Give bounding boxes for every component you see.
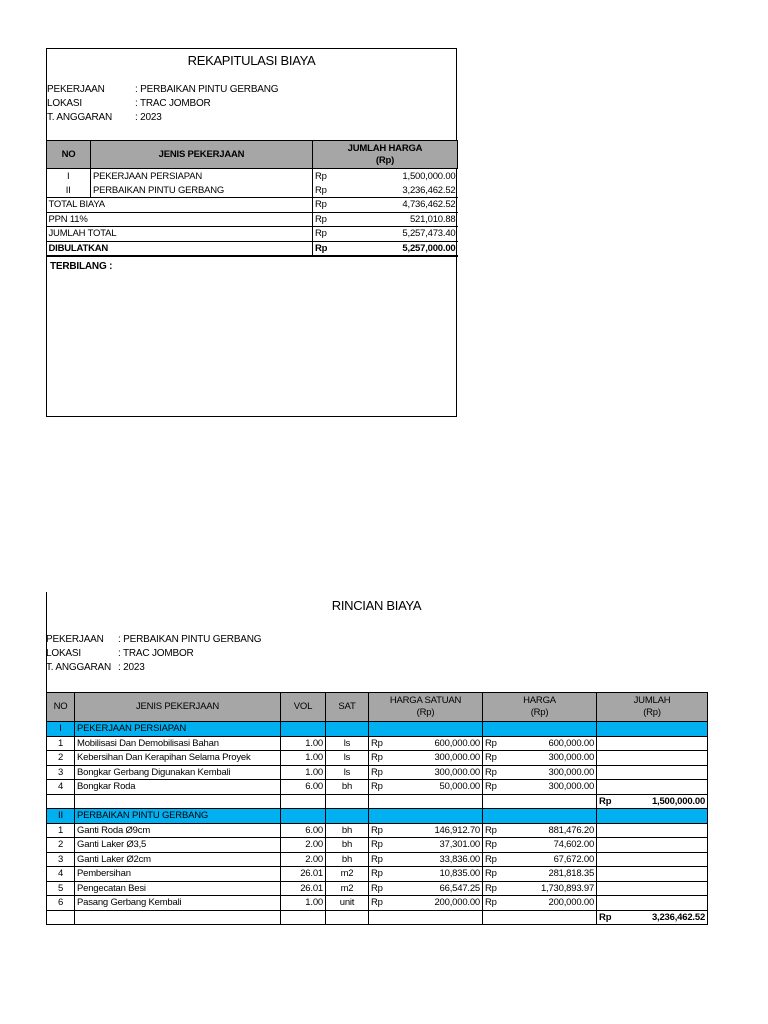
ppn-label: PPN 11%	[47, 212, 313, 227]
subtotal-value: 3,236,462.52	[612, 910, 708, 925]
item-jumlah-empty	[597, 896, 708, 911]
section-row	[47, 722, 708, 737]
item-vol: 2.00	[281, 852, 326, 867]
rekap-info-pekerjaan	[47, 83, 278, 97]
rekap-info-anggaran	[47, 111, 278, 125]
item-jenis: Ganti Laker Ø2cm	[75, 852, 281, 867]
row-currency: Rp	[313, 169, 353, 184]
jumlah-total-value: 5,257,473.40	[353, 227, 458, 242]
rincian-project-info	[46, 633, 261, 675]
subtotal-harga-satuan-empty	[369, 794, 483, 809]
rekapitulasi-sheet	[46, 48, 457, 417]
rekap-table	[46, 140, 458, 257]
section-no: I	[47, 722, 75, 737]
table-row	[47, 765, 708, 780]
section-vol-empty	[281, 809, 326, 824]
item-harga-currency: Rp	[483, 867, 498, 882]
row-jenis: PEKERJAAN PERSIAPAN	[91, 169, 313, 184]
jumlah-total-row	[47, 227, 458, 242]
terbilang-label: TERBILANG :	[50, 261, 113, 272]
header-harga-satuan	[369, 693, 483, 722]
item-harga-satuan-currency: Rp	[369, 736, 384, 751]
section-jumlah-empty	[597, 809, 708, 824]
item-harga-satuan: 146,912.70	[384, 823, 483, 838]
info-value: : PERBAIKAN PINTU GERBANG	[118, 634, 262, 645]
item-vol: 1.00	[281, 765, 326, 780]
item-jumlah-empty	[597, 765, 708, 780]
section-vol-empty	[281, 722, 326, 737]
rekap-header-row	[47, 141, 458, 169]
item-harga-satuan-currency: Rp	[369, 780, 384, 795]
section-harga-empty	[483, 722, 597, 737]
item-harga-currency: Rp	[483, 765, 498, 780]
info-value: : TRAC JOMBOR	[118, 648, 194, 659]
item-harga: 1,730,893.97	[498, 881, 597, 896]
table-row	[47, 780, 708, 795]
ppn-row	[47, 212, 458, 227]
item-vol: 1.00	[281, 751, 326, 766]
info-value: : 2023	[118, 662, 145, 673]
table-row	[47, 838, 708, 853]
item-vol: 26.01	[281, 881, 326, 896]
item-sat: ls	[326, 751, 369, 766]
item-sat: bh	[326, 838, 369, 853]
item-harga: 74,602.00	[498, 838, 597, 853]
item-harga: 300,000.00	[498, 765, 597, 780]
header-harga	[483, 693, 597, 722]
item-jenis: Ganti Roda Ø9cm	[75, 823, 281, 838]
row-jenis: PERBAIKAN PINTU GERBANG	[91, 183, 313, 198]
item-vol: 1.00	[281, 736, 326, 751]
item-harga-satuan: 300,000.00	[384, 765, 483, 780]
item-no: 5	[47, 881, 75, 896]
subtotal-no-empty	[47, 910, 75, 925]
rincian-body	[47, 722, 708, 925]
item-no: 1	[47, 823, 75, 838]
rincian-info-pekerjaan	[46, 633, 261, 647]
jumlah-total-label: JUMLAH TOTAL	[47, 227, 313, 242]
item-no: 6	[47, 896, 75, 911]
item-harga-currency: Rp	[483, 823, 498, 838]
header-harga-satuan-line2: (Rp)	[416, 707, 435, 718]
section-harga-empty	[483, 809, 597, 824]
item-sat: m2	[326, 867, 369, 882]
info-value: : PERBAIKAN PINTU GERBANG	[135, 84, 279, 95]
header-jenis: JENIS PEKERJAAN	[75, 693, 281, 722]
table-row	[47, 751, 708, 766]
subtotal-no-empty	[47, 794, 75, 809]
section-title: PERBAIKAN PINTU GERBANG	[75, 809, 281, 824]
item-harga-currency: Rp	[483, 881, 498, 896]
item-jumlah-empty	[597, 736, 708, 751]
item-no: 3	[47, 852, 75, 867]
item-sat: bh	[326, 852, 369, 867]
item-harga: 200,000.00	[498, 896, 597, 911]
item-jenis: Ganti Laker Ø3,5	[75, 838, 281, 853]
item-vol: 1.00	[281, 896, 326, 911]
dibulatkan-currency: Rp	[313, 241, 353, 256]
header-jumlah-line2: (Rp)	[643, 707, 661, 718]
item-vol: 6.00	[281, 780, 326, 795]
header-harga-satuan-line1: HARGA SATUAN	[389, 695, 462, 706]
section-harga-satuan-empty	[369, 722, 483, 737]
info-label: T. ANGGARAN	[46, 662, 112, 673]
header-jumlah-harga	[313, 141, 458, 169]
subtotal-row	[47, 910, 708, 925]
item-no: 4	[47, 780, 75, 795]
info-label: T. ANGGARAN	[47, 112, 113, 123]
item-vol: 26.01	[281, 867, 326, 882]
item-no: 2	[47, 751, 75, 766]
total-row	[47, 198, 458, 213]
subtotal-harga-satuan-empty	[369, 910, 483, 925]
ppn-currency: Rp	[313, 212, 353, 227]
item-harga: 67,672.00	[498, 852, 597, 867]
item-harga-satuan-currency: Rp	[369, 838, 384, 853]
info-label: PEKERJAAN	[46, 634, 104, 645]
info-value: : TRAC JOMBOR	[135, 98, 211, 109]
item-jumlah-empty	[597, 838, 708, 853]
header-jumlah-line1: JUMLAH	[633, 695, 671, 706]
section-title: PEKERJAAN PERSIAPAN	[75, 722, 281, 737]
item-harga-satuan-currency: Rp	[369, 751, 384, 766]
row-value: 1,500,000.00	[402, 170, 456, 182]
item-harga-currency: Rp	[483, 838, 498, 853]
item-harga: 600,000.00	[498, 736, 597, 751]
item-jumlah-empty	[597, 780, 708, 795]
item-sat: m2	[326, 881, 369, 896]
item-jumlah-empty	[597, 867, 708, 882]
rincian-info-anggaran	[46, 661, 261, 675]
subtotal-sat-empty	[326, 794, 369, 809]
item-harga-satuan-currency: Rp	[369, 896, 384, 911]
item-jumlah-empty	[597, 823, 708, 838]
info-label: PEKERJAAN	[47, 84, 105, 95]
item-harga-satuan-currency: Rp	[369, 765, 384, 780]
info-label: LOKASI	[46, 648, 81, 659]
item-harga-satuan: 600,000.00	[384, 736, 483, 751]
item-harga-satuan-currency: Rp	[369, 881, 384, 896]
item-harga: 300,000.00	[498, 751, 597, 766]
dibulatkan-row	[47, 241, 458, 256]
total-value: 4,736,462.52	[353, 198, 458, 213]
table-row	[47, 852, 708, 867]
item-harga-currency: Rp	[483, 896, 498, 911]
table-row	[47, 881, 708, 896]
item-harga-satuan-currency: Rp	[369, 823, 384, 838]
item-harga-satuan: 200,000.00	[384, 896, 483, 911]
subtotal-sat-empty	[326, 910, 369, 925]
item-harga-satuan: 66,547.25	[384, 881, 483, 896]
item-harga: 281,818.35	[498, 867, 597, 882]
subtotal-jenis-empty	[75, 910, 281, 925]
item-jenis: Pasang Gerbang Kembali	[75, 896, 281, 911]
header-no: NO	[47, 693, 75, 722]
item-sat: ls	[326, 736, 369, 751]
subtotal-vol-empty	[281, 794, 326, 809]
jumlah-total-currency: Rp	[313, 227, 353, 242]
item-no: 3	[47, 765, 75, 780]
item-jenis: Mobilisasi Dan Demobilisasi Bahan	[75, 736, 281, 751]
item-no: 4	[47, 867, 75, 882]
header-jenis: JENIS PEKERJAAN	[91, 141, 313, 169]
rekap-project-info	[47, 83, 278, 125]
item-jenis: Bongkar Gerbang Digunakan Kembali	[75, 765, 281, 780]
item-harga-currency: Rp	[483, 780, 498, 795]
table-row	[47, 169, 458, 184]
total-label: TOTAL BIAYA	[47, 198, 313, 213]
subtotal-row	[47, 794, 708, 809]
rincian-info-lokasi	[46, 647, 261, 661]
item-jenis: Pengecatan Besi	[75, 881, 281, 896]
dibulatkan-label: DIBULATKAN	[47, 241, 313, 256]
item-harga-satuan: 300,000.00	[384, 751, 483, 766]
total-currency: Rp	[313, 198, 353, 213]
rekap-title: REKAPITULASI BIAYA	[187, 53, 316, 68]
info-value: : 2023	[135, 112, 162, 123]
item-harga: 300,000.00	[498, 780, 597, 795]
item-harga-currency: Rp	[483, 736, 498, 751]
rincian-header-row	[47, 693, 708, 722]
subtotal-vol-empty	[281, 910, 326, 925]
section-no: II	[47, 809, 75, 824]
header-harga-line1: HARGA	[523, 695, 556, 706]
item-harga-satuan: 10,835.00	[384, 867, 483, 882]
subtotal-value: 1,500,000.00	[612, 794, 708, 809]
item-harga-satuan-currency: Rp	[369, 867, 384, 882]
header-jumlah	[597, 693, 708, 722]
rincian-table	[46, 692, 708, 925]
header-jumlah-line2: (Rp)	[375, 154, 395, 166]
row-value: 3,236,462.52	[402, 184, 456, 196]
header-sat: SAT	[326, 693, 369, 722]
table-row	[47, 183, 458, 198]
item-sat: bh	[326, 780, 369, 795]
item-jumlah-empty	[597, 751, 708, 766]
section-sat-empty	[326, 722, 369, 737]
item-jenis: Pembersihan	[75, 867, 281, 882]
ppn-value: 521,010.88	[353, 212, 458, 227]
header-vol: VOL	[281, 693, 326, 722]
item-sat: ls	[326, 765, 369, 780]
subtotal-harga-empty	[483, 910, 597, 925]
section-sat-empty	[326, 809, 369, 824]
row-no: II	[65, 184, 71, 196]
rekap-info-lokasi	[47, 97, 278, 111]
item-harga-satuan-currency: Rp	[369, 852, 384, 867]
section-harga-satuan-empty	[369, 809, 483, 824]
info-label: LOKASI	[47, 98, 82, 109]
item-harga-satuan: 50,000.00	[384, 780, 483, 795]
item-harga-satuan: 37,301.00	[384, 838, 483, 853]
rincian-title: RINCIAN BIAYA	[331, 598, 422, 613]
subtotal-jenis-empty	[75, 794, 281, 809]
item-no: 1	[47, 736, 75, 751]
item-sat: unit	[326, 896, 369, 911]
item-no: 2	[47, 838, 75, 853]
table-row	[47, 823, 708, 838]
subtotal-currency: Rp	[597, 910, 612, 925]
table-row	[47, 736, 708, 751]
header-no: NO	[47, 141, 91, 169]
row-no: I	[67, 170, 70, 182]
item-jenis: Kebersihan Dan Kerapihan Selama Proyek	[75, 751, 281, 766]
item-jumlah-empty	[597, 852, 708, 867]
table-row	[47, 896, 708, 911]
item-sat: bh	[326, 823, 369, 838]
subtotal-harga-empty	[483, 794, 597, 809]
item-jenis: Bongkar Roda	[75, 780, 281, 795]
header-jumlah-line1: JUMLAH HARGA	[347, 142, 423, 154]
item-harga-currency: Rp	[483, 751, 498, 766]
section-jumlah-empty	[597, 722, 708, 737]
header-harga-line2: (Rp)	[530, 707, 549, 718]
dibulatkan-value: 5,257,000.00	[353, 241, 458, 256]
row-currency: Rp	[313, 183, 353, 198]
subtotal-currency: Rp	[597, 794, 612, 809]
section-row	[47, 809, 708, 824]
item-harga-satuan: 33,836.00	[384, 852, 483, 867]
table-row	[47, 867, 708, 882]
item-jumlah-empty	[597, 881, 708, 896]
item-harga: 881,476.20	[498, 823, 597, 838]
item-harga-currency: Rp	[483, 852, 498, 867]
item-vol: 6.00	[281, 823, 326, 838]
item-vol: 2.00	[281, 838, 326, 853]
